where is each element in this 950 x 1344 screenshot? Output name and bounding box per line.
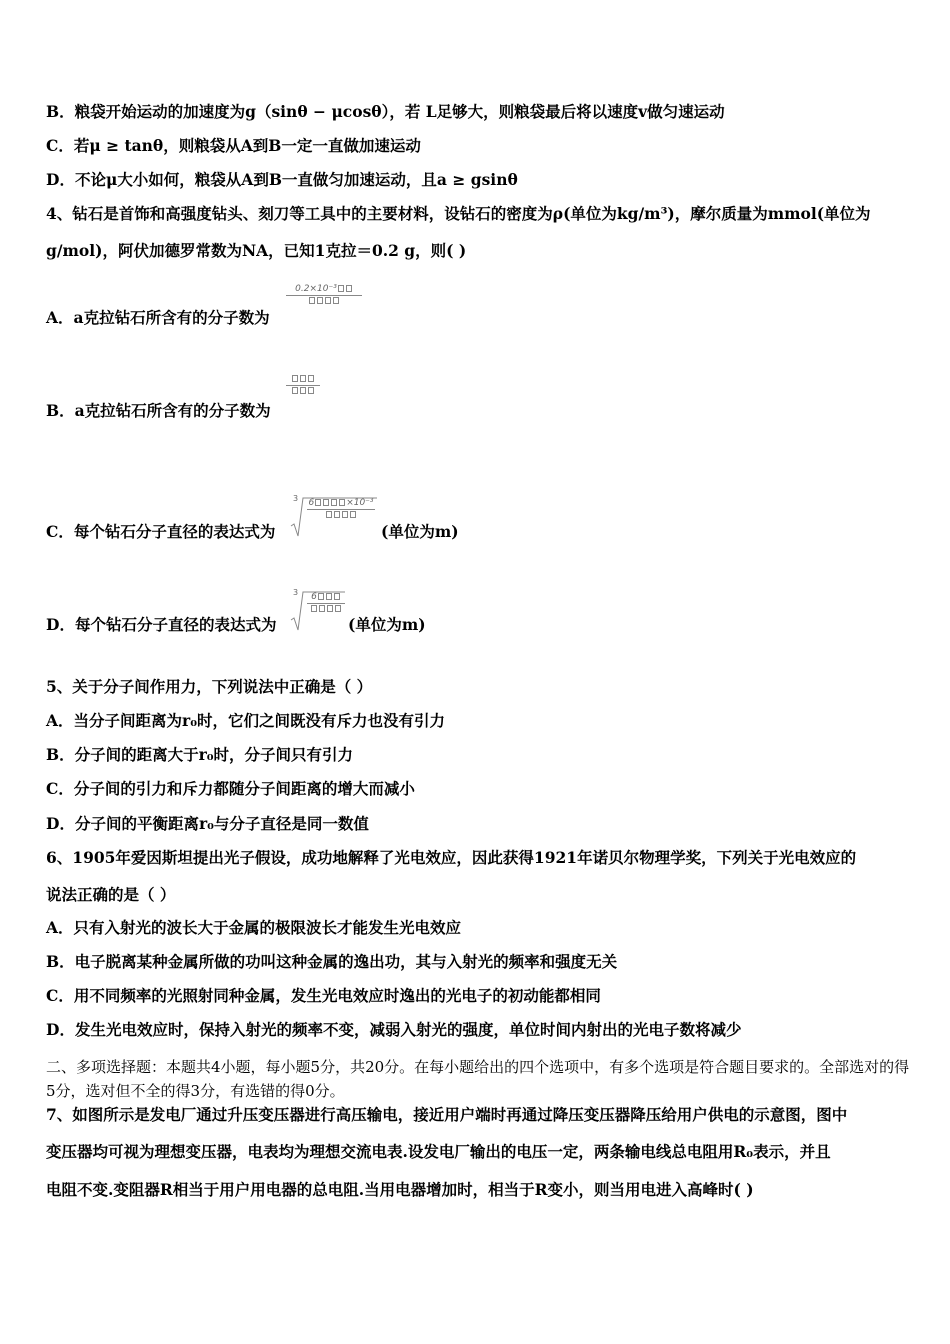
question-4-line-1: 4、钻石是首饰和高强度钻头、刻刀等工具中的主要材料，设钻石的密度为ρ(单位为kg/m³)，摩尔质量为mmol(单位为 bbox=[46, 204, 871, 223]
formula-4b bbox=[286, 374, 320, 396]
question-4-line-2: g/mol)，阿伏加德罗常数为NA，已知1克拉＝0.2 g，则( ) bbox=[46, 241, 467, 260]
formula-4d: 3 6 bbox=[289, 586, 349, 634]
question-6-line-1: 6、1905年爱因斯坦提出光子假设，成功地解释了光电效应，因此获得1921年诺贝尔物理学奖，下列关于光电效应的 bbox=[46, 848, 857, 867]
option-5b: B．分子间的距离大于r₀时，分子间只有引力 bbox=[46, 745, 354, 764]
option-6a: A．只有入射光的波长大于金属的极限波长才能发生光电效应 bbox=[46, 918, 462, 937]
option-6d: D．发生光电效应时，保持入射光的频率不变，减弱入射光的强度，单位时间内射出的光电子数将减少 bbox=[46, 1020, 742, 1039]
option-4d-unit: (单位为m) bbox=[348, 615, 426, 634]
question-7-line-2: 变压器均可视为理想变压器，电表均为理想交流电表.设发电厂输出的电压一定，两条输电线总电阻用R₀表示，并且 bbox=[46, 1142, 831, 1161]
question-6-line-2: 说法正确的是（ ） bbox=[46, 885, 176, 904]
formula-4a bbox=[286, 284, 362, 306]
formula-4a-numerator: 0.2×10⁻³ bbox=[295, 284, 337, 294]
option-6b: B．电子脱离某种金属所做的功叫这种金属的逸出功，其与入射光的频率和强度无关 bbox=[46, 952, 618, 971]
formula-4d-root-index: 3 bbox=[293, 588, 299, 597]
option-4b: B．a克拉钻石所含有的分子数为 bbox=[46, 401, 271, 420]
question-7-line-3: 电阻不变.变阻器R相当于用户用电器的总电阻.当用电器增加时，相当于R变小，则当用电进入高峰时( ) bbox=[46, 1180, 754, 1199]
option-5d: D．分子间的平衡距离r₀与分子直径是同一数值 bbox=[46, 814, 369, 833]
option-6c: C．用不同频率的光照射同种金属，发生光电效应时逸出的光电子的初动能都相同 bbox=[46, 986, 601, 1005]
option-4c: C．每个钻石分子直径的表达式为 bbox=[46, 522, 276, 541]
option-4d: D．每个钻石分子直径的表达式为 bbox=[46, 615, 277, 634]
option-4c-unit: (单位为m) bbox=[381, 522, 459, 541]
option-3c: C．若μ ≥ tanθ，则粮袋从A到B一定一直做加速运动 bbox=[46, 136, 421, 155]
option-3b: B．粮袋开始运动的加速度为g（sinθ − μcosθ），若 L足够大，则粮袋最后将以速度v做匀速运动 bbox=[46, 102, 725, 121]
option-5a: A．当分子间距离为r₀时，它们之间既没有斥力也没有引力 bbox=[46, 711, 445, 730]
formula-4c: 3 6 ×10⁻³ bbox=[289, 492, 379, 540]
option-4a: A．a克拉钻石所含有的分子数为 bbox=[46, 308, 270, 327]
option-5c: C．分子间的引力和斥力都随分子间距离的增大而减小 bbox=[46, 779, 415, 798]
question-5: 5、关于分子间作用力，下列说法中正确是（ ） bbox=[46, 677, 373, 696]
section-2-heading: 二、多项选择题：本题共4小题，每小题5分，共20分。在每小题给出的四个选项中，有多个选项是符合题目要求的。全部选对的得5分，选对但不全的得3分，有选错的得0分。 bbox=[46, 1058, 910, 1100]
formula-4c-root-index: 3 bbox=[293, 494, 299, 503]
question-7-line-1: 7、如图所示是发电厂通过升压变压器进行高压输电，接近用户端时再通过降压变压器降压给用户供电的示意图，图中 bbox=[46, 1105, 848, 1124]
option-3d: D．不论μ大小如何，粮袋从A到B一直做匀加速运动，且a ≥ gsinθ bbox=[46, 170, 518, 189]
